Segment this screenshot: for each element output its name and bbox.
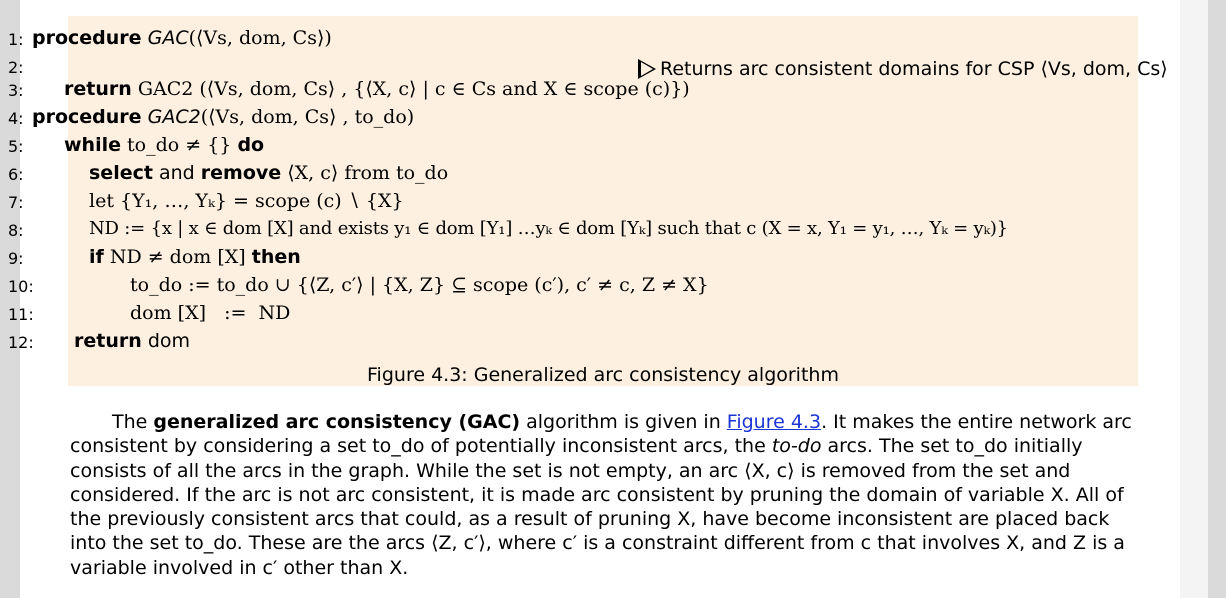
- para-text: The: [112, 411, 154, 433]
- line-number: 12:: [8, 333, 34, 352]
- algo-line-10: to_do := to_do ∪ {⟨Z, c′⟩ | {X, Z} ⊆ scope (c′), c′ ≠ c, Z ≠ X}: [130, 274, 709, 296]
- algo-line-3: [64, 77, 690, 101]
- keyword-procedure: procedure: [32, 106, 142, 128]
- keyword-if: if: [89, 246, 104, 268]
- line-number: 7:: [8, 193, 24, 212]
- return-value: dom: [147, 330, 191, 352]
- line-number: 9:: [8, 249, 24, 268]
- algo-line-12: [74, 329, 190, 353]
- line-number: 10:: [8, 277, 34, 296]
- line-number: 2:: [8, 58, 24, 77]
- keyword-select: select: [89, 162, 153, 184]
- keyword-then: then: [251, 246, 301, 268]
- line-number: 5:: [8, 137, 24, 156]
- term-bold: generalized arc consistency (GAC): [153, 411, 521, 433]
- para-text: . It makes the entire network arc consistent by considering a set to_do of potentially inconsistent arcs, the: [70, 411, 1132, 458]
- algo-line-1: [32, 26, 332, 50]
- keyword-do: do: [237, 134, 265, 156]
- procedure-name: GAC: [147, 27, 189, 49]
- keyword-while: while: [64, 134, 121, 156]
- body-paragraph: [70, 410, 1140, 580]
- para-text: arcs. The set to_do initially consists of all the arcs in the graph. While the set is not empty, an arc ⟨X, c⟩ is removed from the set and considered. If the arc is not arc consistent, it is made arc consistent by pruning the domain of variable X. All of the previously consistent arcs that could, as a result of pruning X, have become inconsistent are placed back into the set to_do. These are the arcs ⟨Z, c′⟩, where c′ is a constraint different from c that involves X, and Z is a variable involved in c′ other than X.: [70, 435, 1125, 579]
- procedure-args: (⟨Vs, dom, Cs⟩ , to_do): [200, 106, 415, 128]
- algo-line-5: [64, 133, 264, 157]
- algo-line-7: let {Y₁, …, Yₖ} = scope (c) ∖ {X}: [89, 190, 404, 212]
- algo-line-11: dom [X] := ND: [130, 302, 291, 324]
- keyword-remove: remove: [200, 162, 282, 184]
- algo-line-9: [89, 245, 301, 269]
- para-text: algorithm is given in: [520, 411, 727, 433]
- line-number: 8:: [8, 221, 24, 240]
- word-and: and: [159, 162, 195, 184]
- procedure-args: (⟨Vs, dom, Cs⟩): [188, 27, 332, 49]
- line-number: 3:: [8, 81, 24, 100]
- keyword-procedure: procedure: [32, 27, 142, 49]
- select-target: ⟨X, c⟩ from to_do: [287, 162, 449, 184]
- comment-triangle-icon: [638, 59, 656, 79]
- while-condition: to_do ≠ {}: [127, 134, 232, 156]
- algo-comment: [638, 57, 1168, 81]
- algo-line-4: [32, 105, 414, 129]
- figure-caption: Figure 4.3: Generalized arc consistency algorithm: [367, 364, 839, 386]
- if-condition: ND ≠ dom [X]: [109, 246, 246, 268]
- keyword-return: return: [64, 78, 132, 100]
- line-number: 6:: [8, 165, 24, 184]
- figure-link[interactable]: Figure 4.3: [726, 411, 822, 433]
- scrollbar-track[interactable]: [1208, 0, 1226, 598]
- algo-line-8: ND := {x | x ∈ dom [X] and exists y₁ ∈ dom [Y₁] …yₖ ∈ dom [Yₖ] such that c (X = x, Y₁ = y₁, …, Yₖ = yₖ)}: [89, 218, 1008, 239]
- keyword-return: return: [74, 330, 142, 352]
- line-number: 4:: [8, 109, 24, 128]
- return-expression: GAC2 (⟨Vs, dom, Cs⟩ , {⟨X, c⟩ | c ∈ Cs and X ∈ scope (c)}): [137, 78, 690, 100]
- comment-text: Returns arc consistent domains for CSP ⟨Vs, dom, Cs⟩: [660, 58, 1168, 80]
- line-number: 11:: [8, 305, 34, 324]
- right-margin-shade: [1180, 0, 1208, 598]
- line-number: 1:: [8, 30, 24, 49]
- term-italic: to-do: [771, 435, 822, 458]
- procedure-name: GAC2: [147, 106, 201, 128]
- algo-line-6: [89, 161, 448, 185]
